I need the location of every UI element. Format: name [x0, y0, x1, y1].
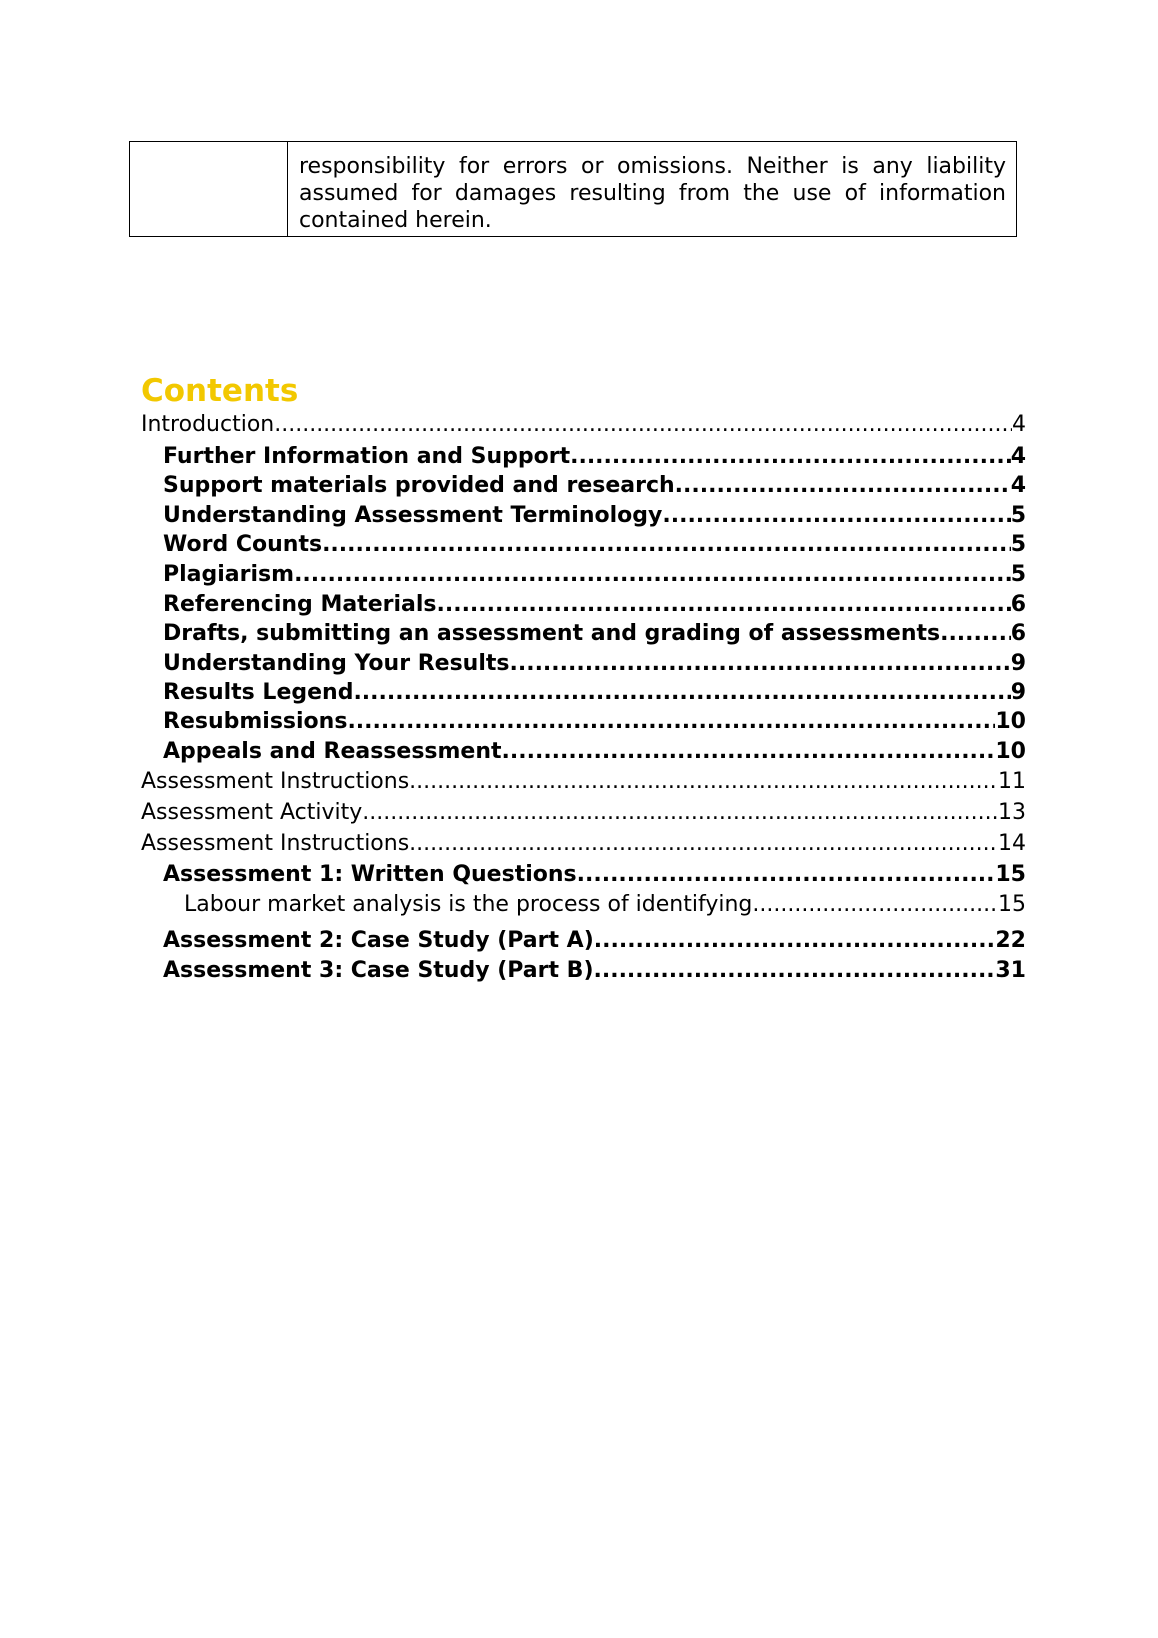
toc-entry-title: Resubmissions	[163, 709, 348, 734]
toc-entry-page: 15	[998, 892, 1026, 917]
toc-dot-leader	[594, 956, 996, 986]
toc-entry-page: 10	[995, 709, 1026, 734]
toc-dot-leader	[322, 530, 1011, 560]
toc-entry-title: Further Information and Support	[163, 444, 571, 469]
toc-entry-page: 5	[1010, 503, 1026, 528]
toc-entry[interactable]	[163, 530, 1026, 560]
toc-entry[interactable]	[163, 678, 1026, 708]
toc-entry[interactable]	[163, 560, 1026, 590]
toc-entry-page: 4	[1010, 473, 1026, 498]
toc-entry-title: Assessment 3: Case Study (Part B)	[163, 958, 594, 983]
toc-entry[interactable]	[184, 890, 1026, 920]
toc-entry-page: 4	[1010, 444, 1026, 469]
toc-entry-page: 5	[1010, 562, 1026, 587]
toc-entry-page: 22	[995, 928, 1026, 953]
toc-entry-title: Support materials provided and research	[163, 473, 675, 498]
toc-entry[interactable]	[163, 956, 1026, 986]
toc-entry-title: Assessment Instructions	[141, 769, 410, 794]
toc-dot-leader	[577, 860, 996, 890]
toc-entry-page: 6	[1010, 592, 1026, 617]
toc-dot-leader	[409, 767, 998, 797]
toc-entry-page: 14	[998, 831, 1026, 856]
toc-entry-page: 4	[1012, 412, 1026, 437]
toc-dot-leader	[662, 501, 1010, 531]
toc-entry-page: 10	[995, 739, 1026, 764]
toc-dot-leader	[948, 619, 1010, 649]
toc-entry-title: Understanding Assessment Terminology	[163, 503, 663, 528]
disclaimer-table	[129, 141, 1017, 237]
toc-entry[interactable]	[163, 471, 1026, 501]
toc-entry-title: Understanding Your Results	[163, 651, 510, 676]
toc-entry[interactable]	[163, 926, 1026, 956]
toc-dot-leader	[353, 678, 1010, 708]
toc-entry-title: Labour market analysis is the process of identifying	[184, 892, 753, 917]
toc-dot-leader	[570, 442, 1011, 472]
toc-entry[interactable]	[163, 860, 1026, 890]
toc-entry[interactable]	[163, 501, 1026, 531]
toc-entry[interactable]	[163, 737, 1026, 767]
toc-entry-title: Assessment 1: Written Questions	[163, 862, 577, 887]
toc-entry[interactable]	[163, 442, 1026, 472]
toc-entry-page: 9	[1010, 680, 1026, 705]
toc-entry-page: 13	[998, 800, 1026, 825]
toc-entry[interactable]	[141, 767, 1026, 797]
toc-entry-title: Assessment 2: Case Study (Part A)	[163, 928, 594, 953]
toc-dot-leader	[510, 649, 1011, 679]
toc-entry[interactable]	[163, 707, 1026, 737]
toc-dot-leader	[502, 737, 996, 767]
toc-entry[interactable]	[141, 829, 1026, 859]
toc-dot-leader	[274, 410, 1012, 440]
toc-entry[interactable]	[163, 619, 1026, 649]
toc-entry[interactable]	[163, 649, 1026, 679]
toc-entry[interactable]	[163, 590, 1026, 620]
toc-dot-leader	[347, 707, 995, 737]
toc-entry-page: 6	[1010, 621, 1026, 646]
toc-entry-title: Assessment Activity	[141, 800, 363, 825]
toc-entry-page: 9	[1010, 651, 1026, 676]
toc-entry-title: Appeals and Reassessment	[163, 739, 502, 764]
toc-entry-page: 31	[995, 958, 1026, 983]
toc-dot-leader	[409, 829, 998, 859]
toc-entry-title: Plagiarism	[163, 562, 295, 587]
toc-entry[interactable]	[141, 410, 1026, 440]
toc-dot-leader	[675, 471, 1011, 501]
disclaimer-empty-cell	[130, 142, 288, 236]
toc-entry-title: Introduction	[141, 412, 275, 437]
toc-dot-leader	[752, 890, 998, 920]
toc-dot-leader	[294, 560, 1011, 590]
toc-entry-page: 11	[998, 769, 1026, 794]
toc-entry[interactable]	[141, 798, 1026, 828]
toc-entry-title: Assessment Instructions	[141, 831, 410, 856]
contents-heading: Contents	[141, 373, 299, 409]
toc-entry-title: Word Counts	[163, 532, 323, 557]
toc-entry-title: Results Legend	[163, 680, 354, 705]
toc-dot-leader	[362, 798, 998, 828]
toc-dot-leader	[594, 926, 996, 956]
toc-entry-title: Referencing Materials	[163, 592, 437, 617]
toc-dot-leader	[437, 590, 1011, 620]
toc-entry-title: Drafts, submitting an assessment and grading of assessments.	[163, 621, 949, 646]
disclaimer-text: responsibility for errors or omissions. Neither is any liability assumed for damages resulting from the use of information contained herein.	[299, 154, 1006, 233]
toc-entry-page: 5	[1010, 532, 1026, 557]
toc-entry-page: 15	[995, 862, 1026, 887]
